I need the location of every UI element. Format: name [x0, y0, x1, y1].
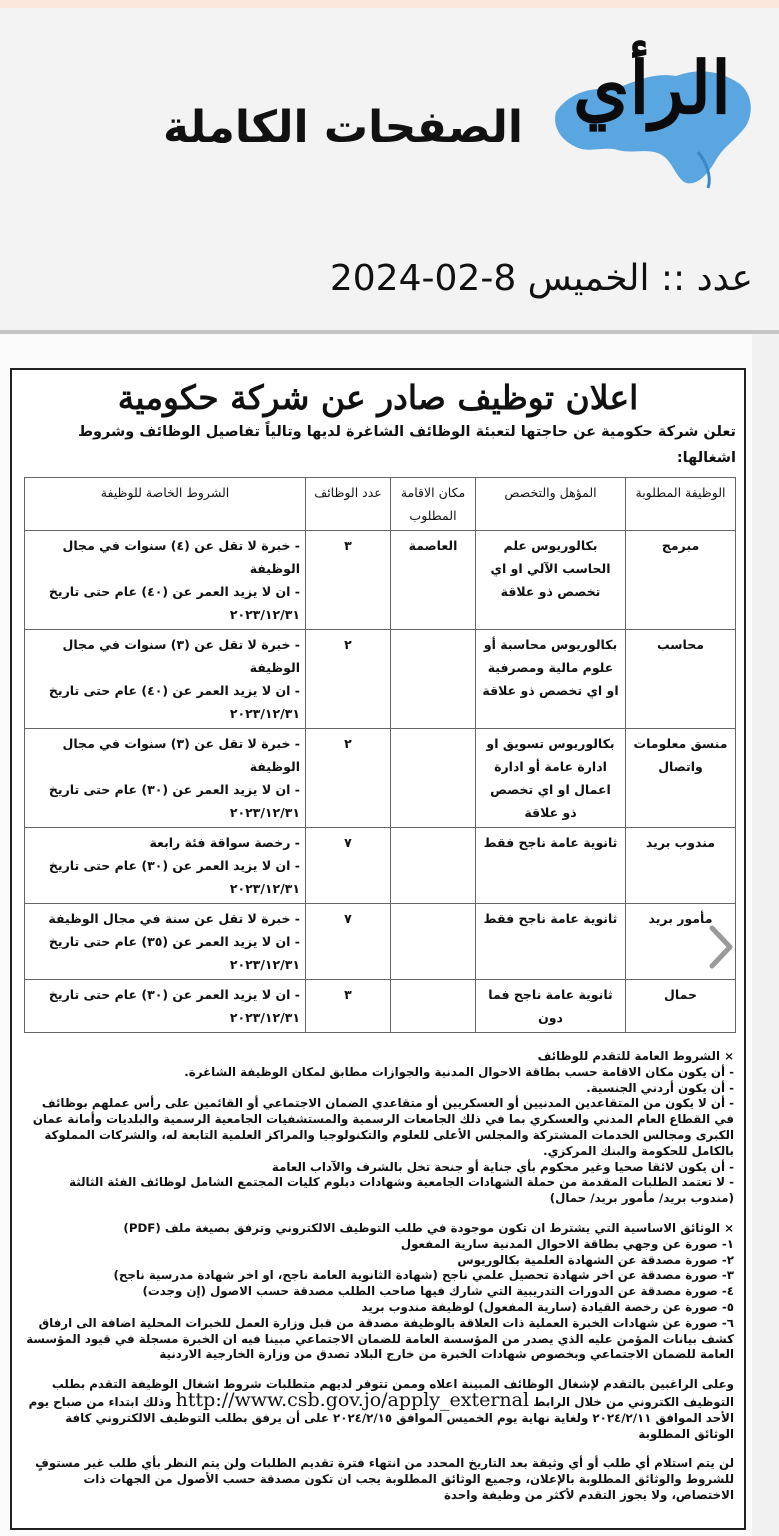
required-documents-title: × الوثائق الاساسية التي يشترط ان تكون موجودة في طلب التوظيف الالكتروني وترفق بصيغة ملف (PDF) [123, 1220, 734, 1235]
required-document-item: ٦- صورة عن شهادات الخبرة العملية ذات العلاقة بالوظيفة مصدقة من قبل وزارة العمل للخبرات المحلية اضافة الى ارفاق كشف بيانات المؤمن عليه الذي يصدر من المؤسسة العامة للضمان الاجتماعي مبينا فيه ان الخبرة مسجلة في قيود المؤسسة العامة للضمان الاجتماعي وبخصوص شهادات الخبرة من خارج البلاد تصدق من وزارة الخارجية الاردنية [26, 1315, 734, 1362]
job-title: محاسب [626, 630, 736, 729]
special-conditions: - خبرة لا تقل عن (٣) سنوات في مجال الوظيفة - ان لا يزيد العمر عن (٤٠) عام حتى تاريخ ٢٠٢٣/١٢/٣١ [25, 630, 306, 729]
column-header: المؤهل والتخصص [476, 478, 626, 531]
closing-notice: لن يتم استلام أي طلب أو أي وثيقة بعد التاريخ المحدد من انتهاء فترة تقديم الطلبات ولن يتم النظر بأي طلب غير مستوفٍ للشروط والوثائق المطلوبة بالإعلان، وجميع الوثائق المطلوبة يجب ان تكون مصدقة حسب الأصول من الجهات ذات الاختصاص، ولا يجوز التقدم لأكثر من وظيفة واحدة [35, 1456, 734, 1502]
top-strip [0, 0, 779, 8]
qualification: بكالوريوس محاسبة أو علوم مالية ومصرفية او اي تخصص ذو علاقة [476, 630, 626, 729]
special-conditions: - خبرة لا تقل عن (٣) سنوات في مجال الوظيفة - ان لا يزيد العمر عن (٣٠) عام حتى تاريخ ٢٠٢٣/١٢/٣١ [25, 729, 306, 828]
table-row [25, 729, 736, 828]
job-title: مندوب بريد [626, 828, 736, 904]
table-row [25, 980, 736, 1033]
table-row [25, 904, 736, 980]
required-document-item: ٣- صورة مصدقة عن اخر شهادة تحصيل علمي ناجح (شهادة الثانوية العامة ناجح، او اخر شهادة مدرسية ناجح) [113, 1268, 734, 1283]
qualification: بكالوريوس علم الحاسب الآلي او اي تخصص ذو علاقة [476, 531, 626, 630]
residence-place [391, 904, 476, 980]
job-title: مأمور بريد [626, 904, 736, 980]
ad-intro: تعلن شركة حكومية عن حاجتها لتعبئة الوظائف الشاغرة لديها وتالياً تفاصيل الوظائف وشروط اشغالها: [77, 424, 736, 466]
residence-place [391, 630, 476, 729]
residence-place: العاصمة [391, 531, 476, 630]
page-header [0, 8, 779, 330]
apply-text-after: وذلك ابتداء من صباح يوم الأحد الموافق ٢٠٢٤/٢/١١ ولغاية نهاية يوم الخميس الموافق ٢٠٢٤/٢/١٥ على أن يرفق بطلب التوظيف الالكتروني كافة الوثائق المطلوبة [28, 1394, 734, 1441]
apply-link[interactable]: http://www.csb.gov.jo/apply_external [175, 1388, 530, 1411]
logo-wordmark: الرأي [572, 45, 732, 130]
column-header: عدد الوظائف [306, 478, 391, 531]
qualification: بكالوريوس تسويق او ادارة عامة أو ادارة اعمال او اي تخصص ذو علاقة [476, 729, 626, 828]
required-document-item: ٥- صورة عن رخصة القيادة (سارية المفعول) لوظيفة مندوب بريد [361, 1299, 734, 1314]
vacancy-count: ٢ [306, 630, 391, 729]
general-condition-item: - أن يكون لائقا صحيا وغير محكوم بأي جناية أو جنحة تخل بالشرف والآداب العامة [271, 1159, 734, 1174]
general-conditions-title: × الشروط العامة للتقدم للوظائف [537, 1049, 734, 1063]
table-row [25, 531, 736, 630]
job-title: منسق معلومات واتصال [626, 729, 736, 828]
general-condition-item: - أن يكون مكان الاقامة حسب بطاقة الاحوال المدنية والجوازات مطابق لمكان الوظيفة الشاغرة. [184, 1064, 734, 1079]
column-header: الوظيفة المطلوبة [626, 478, 736, 531]
general-condition-item: - لا تعتمد الطلبات المقدمة من حملة الشهادات الجامعية وشهادات دبلوم كليات المجتمع الشامل لوظائف الفئة الثالثة (مندوب بريد/ مأمور بريد/ حمال) [69, 1175, 734, 1206]
site-title: الصفحات الكاملة [163, 102, 523, 153]
job-title: حمال [626, 980, 736, 1033]
jobs-table [24, 477, 736, 1033]
special-conditions: - خبرة لا تقل عن سنة في مجال الوظيفة - ان لا يزيد العمر عن (٣٥) عام حتى تاريخ ٢٠٢٣/١٢/٣١ [25, 904, 306, 980]
table-header-row [25, 478, 736, 531]
table-row [25, 630, 736, 729]
table-row [25, 828, 736, 904]
general-condition-item: - أن لا يكون من المتقاعدين المدنيين أو العسكريين أو متقاعدي الضمان الاجتماعي أو القائمين على رأس عملهم بوظائف في القطاع العام المدني والعسكري بما في ذلك الجامعات الرسمية والمستشفيات الجامعية الرسمية والبلديات وأمانة عمان الكبرى ومجالس الخدمات المشتركة والمجلس الأعلى للعلوم والتكنولوجيا والمراكز العلمية التابعة له، والشركات المملوكة بالكامل للحكومة والبنك المركزي. [32, 1096, 734, 1158]
apply-text-before: وعلى الراغبين بالتقدم لإشغال الوظائف المبينة اعلاه وممن تتوفر لديهم متطلبات شروط اشغال الوظيفة التقدم بطلب التوظيف الكتروني من خلال الرابط [51, 1377, 734, 1409]
general-conditions [12, 1049, 744, 1504]
residence-place [391, 729, 476, 828]
job-title: مبرمج [626, 531, 736, 630]
vacancy-count: ٣ [306, 980, 391, 1033]
next-page-arrow-icon[interactable] [700, 922, 740, 972]
column-header: مكان الاقامة المطلوب [391, 478, 476, 531]
general-condition-item: - أن يكون أردني الجنسية. [586, 1080, 734, 1095]
job-advertisement [10, 368, 746, 1530]
vacancy-count: ٢ [306, 729, 391, 828]
ad-title: اعلان توظيف صادر عن شركة حكومية [117, 378, 639, 417]
qualification: ثانوية عامة ناجح فقط [476, 828, 626, 904]
application-instructions [22, 1377, 734, 1442]
special-conditions: - ان لا يزيد العمر عن (٣٠) عام حتى تاريخ ٢٠٢٣/١٢/٣١ [25, 980, 306, 1033]
required-document-item: ١- صورة عن وجهي بطاقة الاحوال المدنية سارية المفعول [400, 1236, 734, 1251]
qualification: ثانوية عامة ناجح فقط [476, 904, 626, 980]
required-document-item: ٢- صورة مصدقة عن الشهادة العلمية بكالوريوس [457, 1252, 734, 1267]
vacancy-count: ٧ [306, 904, 391, 980]
required-document-item: ٤- صورة مصدقة عن الدورات التدريبية التي شارك فيها صاحب الطلب مصدقة حسب الاصول (إن وجدت) [142, 1284, 734, 1299]
vacancy-count: ٧ [306, 828, 391, 904]
special-conditions: - خبرة لا تقل عن (٤) سنوات في مجال الوظيفة - ان لا يزيد العمر عن (٤٠) عام حتى تاريخ ٢٠٢٣/١٢/٣١ [25, 531, 306, 630]
column-header: الشروط الخاصة للوظيفة [25, 478, 306, 531]
residence-place [391, 980, 476, 1033]
special-conditions: - رخصة سواقة فئة رابعة - ان لا يزيد العمر عن (٣٠) عام حتى تاريخ ٢٠٢٣/١٢/٣١ [25, 828, 306, 904]
issue-date: عدد :: الخميس 8-02-2024 [329, 258, 753, 299]
qualification: ثانوية عامة ناجح فما دون [476, 980, 626, 1033]
vacancy-count: ٣ [306, 531, 391, 630]
residence-place [391, 828, 476, 904]
